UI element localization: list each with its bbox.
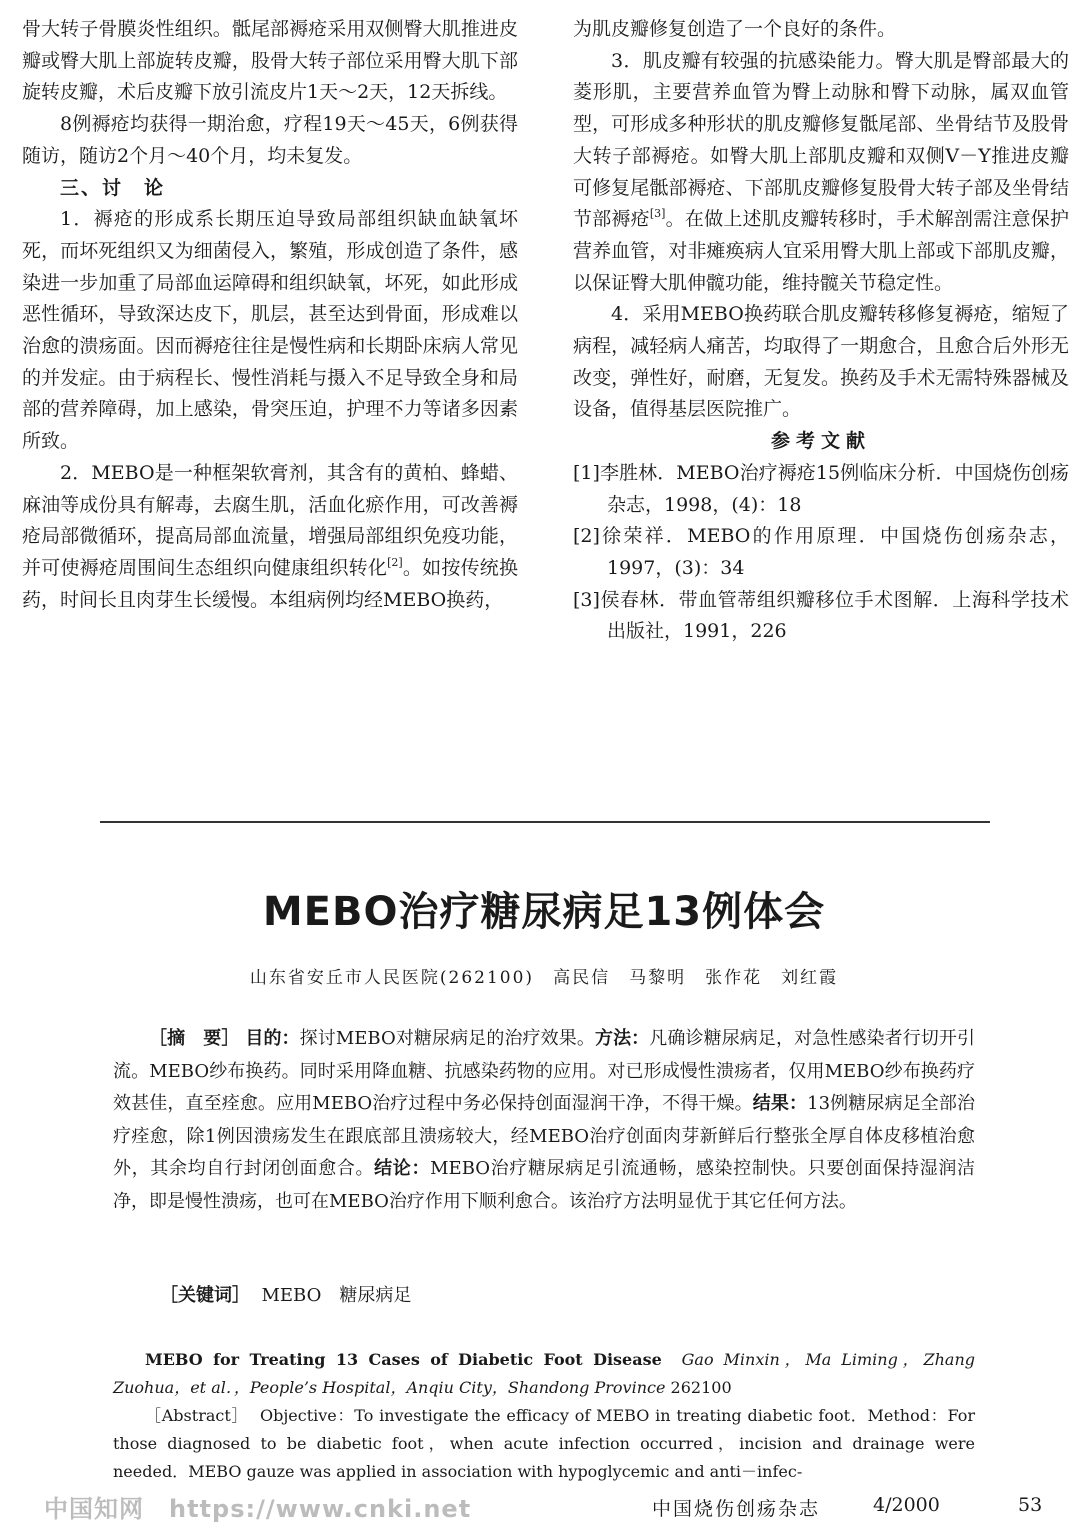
english-abstract-label: ［Abstract］ bbox=[145, 1406, 249, 1425]
paragraph bbox=[22, 458, 518, 617]
page-number: 53 bbox=[1018, 1494, 1043, 1516]
article-title: MEBO治疗糖尿病足13例体会 bbox=[262, 889, 826, 935]
footer-issue: 4/2000 bbox=[873, 1494, 940, 1516]
text-run: 。如按传统换药，时间长且肉芽生长缓慢。本组病例均经MEBO换药， bbox=[22, 556, 518, 611]
reference-item: [1]李胜林．MEBO治疗褥疮15例临床分析．中国烧伤创疡杂志，1998，(4)：18 bbox=[573, 461, 1069, 516]
objective-label: 目的： bbox=[245, 1028, 300, 1049]
reference-item: [2]徐荣祥．MEBO的作用原理．中国烧伤创疡杂志，1997，(3)：34 bbox=[573, 525, 1069, 579]
footer-journal-name: 中国烧伤创疡杂志 bbox=[652, 1498, 821, 1520]
english-authors: Gao Minxin，Ma Liming，Zhang Zuohua，et al．，People’s Hospital，Anqiu City，Shandong Province bbox=[113, 1350, 976, 1397]
section-divider bbox=[100, 821, 990, 823]
english-postcode: 262100 bbox=[670, 1378, 732, 1397]
keywords-value: MEBO 糖尿病足 bbox=[261, 1285, 412, 1306]
method-label: 方法： bbox=[594, 1028, 650, 1049]
abstract-block bbox=[113, 1023, 975, 1218]
paragraph: 骨大转子骨膜炎性组织。骶尾部褥疮采用双侧臀大肌推进皮瓣或臀大肌上部旋转皮瓣，股骨大转子部位采用臀大肌下部旋转皮瓣，术后皮瓣下放引流皮片1天～2天，12天拆线。 bbox=[22, 18, 518, 104]
english-title: MEBO for Treating 13 Cases of Diabetic Foot Disease bbox=[145, 1350, 662, 1369]
section-heading: 三、讨 论 bbox=[60, 176, 166, 199]
abstract-paragraph bbox=[113, 1023, 975, 1218]
result-label: 结果： bbox=[752, 1093, 808, 1114]
method-text: 凡确诊糖尿病足，对急性感染者行切开引流。MEBO纱布换药。同时采用降血糖、抗感染药物的应用。对已形成慢性溃疡者，仅用MEBO纱布换药疗效甚佳，直至痊愈。应用MEBO治疗过程中务必保持创面湿润干净，不得干燥。 bbox=[113, 1028, 976, 1114]
abstract-label: ［摘 要］ bbox=[149, 1028, 240, 1049]
paragraph: 1．褥疮的形成系长期压迫导致局部组织缺血缺氧坏死，而坏死组织又为细菌侵入，繁殖，形成创造了条件，感染进一步加重了局部血运障碍和组织缺氧，坏死，如此形成恶性循环，导致深达皮下，肌层，甚至达到骨面，形成难以治愈的溃疡面。因而褥疮往往是慢性病和长期卧床病人常见的并发症。由于病程长、慢性消耗与摄入不足导致全身和局部的营养障碍，加上感染，骨突压迫，护理不力等诸多因素所致。 bbox=[22, 208, 518, 453]
references-heading: 参考文献 bbox=[770, 430, 871, 453]
text-run: 3．肌皮瓣有较强的抗感染能力。臀大肌是臀部最大的菱形肌，主要营养血管为臀上动脉和臀下动脉，属双血管型，可形成多种形状的肌皮瓣修复骶尾部、坐骨结节及股骨大转子部褥疮。如臀大肌上部肌皮瓣和双侧V－Y推进皮瓣可修复尾骶部褥疮、下部肌皮瓣修复股骨大转子部及坐骨结节部褥疮 bbox=[573, 49, 1069, 231]
conclusion-label: 结论： bbox=[374, 1158, 431, 1179]
keywords-label: ［关键词］ bbox=[160, 1285, 250, 1306]
citation-ref[interactable]: [3] bbox=[649, 207, 666, 221]
cnki-watermark: 中国知网 https://www.cnki.net bbox=[44, 1495, 472, 1523]
paragraph: 为肌皮瓣修复创造了一个良好的条件。 bbox=[573, 18, 897, 40]
english-title-line bbox=[113, 1346, 975, 1402]
english-abstract bbox=[113, 1346, 975, 1486]
paragraph bbox=[573, 46, 1069, 300]
paragraph: 8例褥疮均获得一期治愈，疗程19天～45天，6例获得随访，随访2个月～40个月，均未复发。 bbox=[22, 113, 518, 167]
english-abstract-paragraph bbox=[113, 1402, 975, 1486]
result-text: 13例糖尿病足全部治疗痊愈，除1例因溃疡发生在跟底部且溃疡较大，经MEBO治疗创面肉芽新鲜后行整张全厚自体皮移植治愈外，其余均自行封闭创面愈合。 bbox=[113, 1093, 976, 1179]
reference-item: [3]侯春林．带血管蒂组织瓣移位手术图解．上海科学技术出版社，1991，226 bbox=[573, 588, 1069, 643]
text-run: 2．MEBO是一种框架软膏剂，其含有的黄柏、蜂蜡、麻油等成份具有解毒，去腐生肌，活血化瘀作用，可改善褥疮局部微循环，提高局部血流量，增强局部组织免疫功能，并可使褥疮周围间生态组织向健康组织转化 bbox=[22, 461, 518, 579]
conclusion-text: MEBO治疗糖尿病足引流通畅，感染控制快。只要创面保持湿润洁净，即是慢性溃疡，也可在MEBO治疗作用下顺利愈合。该治疗方法明显优于其它任何方法。 bbox=[113, 1158, 976, 1212]
objective-text: 探讨MEBO对糖尿病足的治疗效果。 bbox=[299, 1028, 595, 1049]
text-run: 。在做上述肌皮瓣转移时，手术解剖需注意保护营养血管，对非瘫痪病人宜采用臀大肌上部或下部肌皮瓣，以保证臀大肌伸髋功能，维持髋关节稳定性。 bbox=[573, 208, 1069, 294]
english-abstract-text: Objective：To investigate the efficacy of MEBO in treating diabetic foot．Method：For those diagnosed to be diabetic foot，when acute infection occurred，incision and drainage were needed．MEBO gauze was applied in association with hypoglycemic and anti－infec- bbox=[113, 1406, 976, 1481]
keywords-line bbox=[160, 1281, 411, 1307]
paragraph: 4．采用MEBO换药联合肌皮瓣转移修复褥疮，缩短了病程，减轻病人痛苦，均取得了一期愈合，且愈合后外形无改变，弹性好，耐磨，无复发。换药及手术无需特殊器械及设备，值得基层医院推广。 bbox=[573, 303, 1069, 421]
left-column bbox=[22, 14, 518, 616]
citation-ref[interactable]: [2] bbox=[387, 555, 403, 569]
right-column bbox=[573, 14, 1069, 648]
article-authors: 山东省安丘市人民医院(262100) 高民信 马黎明 张作花 刘红霞 bbox=[249, 968, 839, 988]
